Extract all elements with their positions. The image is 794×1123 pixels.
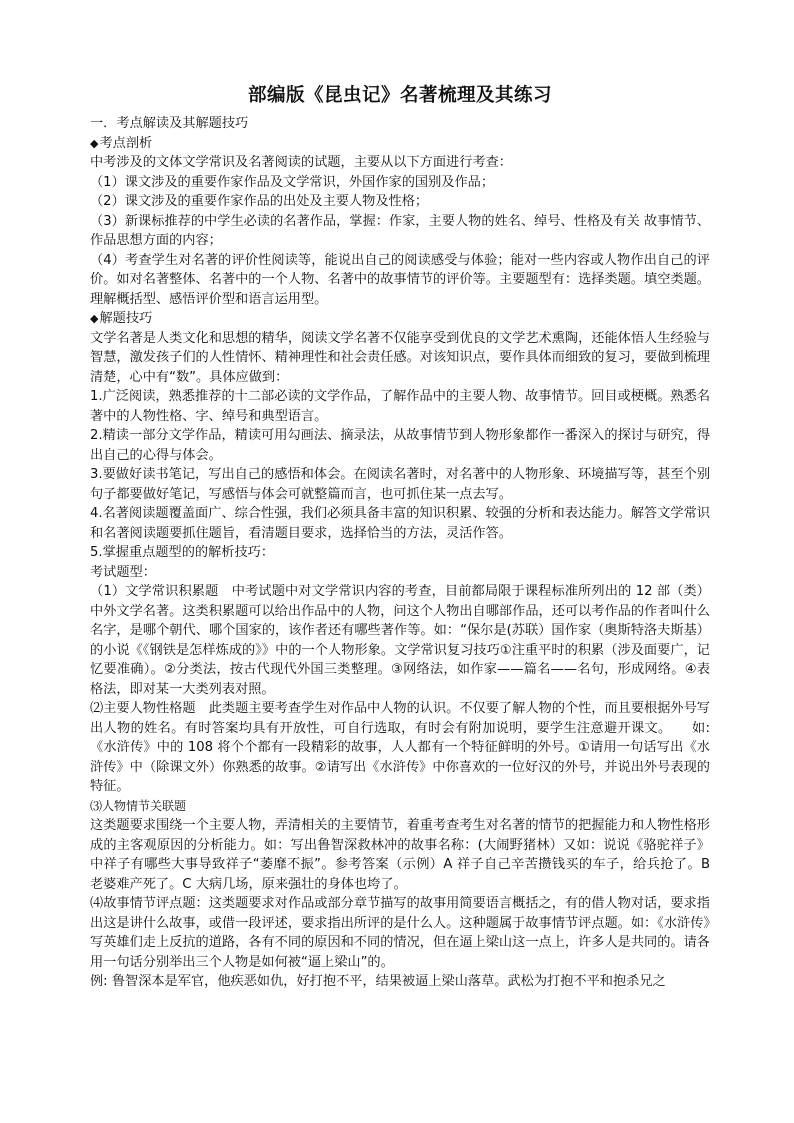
paragraph: 1.广泛阅读，熟悉推荐的十二部必读的文学作品，了解作品中的主要人物、故事情节。回目或梗概。熟悉名著中的人物性格、字、绰号和典型语言。 — [90, 389, 710, 424]
paragraph: 4.名著阅读题覆盖面广、综合性强，我们必须具备丰富的知识积累、较强的分析和表达能力。解答文学常识和名著阅读题要抓住题旨，看清题目要求，选择恰当的方法，灵活作答。 — [90, 506, 710, 541]
paragraph: 这类题要求围绕一个主要人物，弄清相关的主要情节，着重考查考生对名著的情节的把握能力和人物性格形成的主客观原因的分析能力。如：写出鲁智深救林冲的故事名称：(大闹野猪林）又如：说说《骆驼祥子》中祥子有哪些大事导致祥子“萎靡不振”。参考答案（示例）A 祥子自己辛苦攒钱买的车子，给兵抢了。B 老婆难产死了。C 大病几场，原来强壮的身体也垮了。 — [90, 818, 710, 892]
paragraph: 考试题型： — [90, 564, 156, 580]
document-page — [90, 82, 710, 992]
paragraph: （2）课文涉及的重要作家作品的出处及主要人物及性格； — [90, 194, 429, 209]
paragraph: ⑷故事情节评点题：这类题要求对作品或部分章节描写的故事用简要语言概括之，有的借人物对话，要求指出这是讲什么故事，或借一段评述，要求指出所评的是什么人。这种题属于故事情节评点题。如：《水浒传》写英雄们走上反抗的道路，各有不同的原因和不同的情况，但在逼上梁山这一点上，许多人是共同的。请各用一句话分别举出三个人物是如何被“逼上梁山”的。 — [90, 896, 710, 970]
section-heading: 一．考点解读及其解题技巧 — [90, 116, 249, 131]
paragraph: 例: 鲁智深本是军官，他疾恶如仇，好打抱不平，结果被逼上梁山落草。武松为打抱不平和抱杀兄之 — [90, 974, 666, 989]
document-title: 部编版《昆虫记》名著梳理及其练习 — [247, 85, 552, 106]
paragraph: 2.精读一部分文学作品，精读可用勾画法、摘录法，从故事情节到人物形象都作一番深入的探讨与研究，得出自己的心得与体会。 — [90, 428, 710, 463]
subsection-label: 解题技巧 — [99, 311, 153, 326]
paragraph: ⑵主要人物性格题 此类题主要考查学生对作品中人物的认识。不仅要了解人物的个性，而且要根据外号写出人物的姓名。有时答案均具有开放性，可自行选取，有时会有附加说明，要学生注意避开课文。 如:《水浒传》中的 108 将个个都有一段精彩的故事，人人都有一个特征鲜明的外号。①请用一句话写出《水浒传》中（除课文外）你熟悉的故事。②请写出《水浒传》中你喜欢的一位好汉的外号，并说出外号表现的特征。 — [90, 701, 710, 794]
paragraph: （3）新课标推荐的中学生必读的名著作品，掌握：作家，主要人物的姓名、绰号、性格及有关 故事情节、作品思想方面的内容； — [90, 213, 710, 248]
paragraph: 5.掌握重点题型的的解析技巧： — [90, 545, 275, 560]
paragraph: （1）课文涉及的重要作家作品及文学常识，外国作家的国别及作品； — [90, 174, 495, 190]
paragraph: 文学名著是人类文化和思想的精华，阅读文学名著不仅能享受到优良的文学艺术熏陶，还能体悟人生经验与智慧，激发孩子们的人性情怀、精神理性和社会责任感。对该知识点，要作具体而细致的复习，要做到梳理清楚，心中有“数”。具体应做到： — [90, 330, 710, 385]
paragraph: （1）文学常识积累题 中考试题中对文学常识内容的考查，目前都局限于课程标准所列出的 12 部（类）中外文学名著。这类积累题可以给出作品中的人物，问这个人物出自哪部作品，还可以考作品的作者叫什么名字，是哪个朝代、哪个国家的，该作者还有哪些著作等。如：“保尔是(苏联）国作家（奥斯特洛夫斯基）的小说《《钢铁是怎样炼成的》》中的一个人物形象。文学常识复习技巧①注重平时的积累（涉及面要广，记忆要准确）。②分类法，按古代现代外国三类整理。③网络法，如作家——篇名——名句，形成网络。④表格法，即对某一大类列表对照。 — [90, 584, 710, 697]
paragraph: ⑶人物情节关联题 — [90, 798, 187, 813]
paragraph: 3.要做好读书笔记，写出自己的感悟和体会。在阅读名著时，对名著中的人物形象、环境描写等，甚至个别句子都要做好笔记，写感悟与体会可就整篇而言，也可抓住某一点去写。 — [90, 467, 710, 502]
subsection-heading-tips — [90, 309, 710, 329]
diamond-bullet-icon: ◆ — [90, 312, 99, 325]
diamond-bullet-icon: ◆ — [90, 136, 99, 150]
subsection-heading-analysis — [90, 134, 710, 154]
subsection-label: 考点剖析 — [99, 135, 153, 151]
paragraph: 中考涉及的文体文学常识及名著阅读的试题，主要从以下方面进行考查： — [90, 155, 512, 170]
paragraph: （4）考查学生对名著的评价性阅读等，能说出自己的阅读感受与体验；能对一些内容或人物作出自己的评价。如对名著整体、名著中的一个人物、名著中的故事情节的评价等。主要题型有：选择类题。填空类题。理解概括型、感悟评价型和语言运用型。 — [90, 252, 710, 307]
